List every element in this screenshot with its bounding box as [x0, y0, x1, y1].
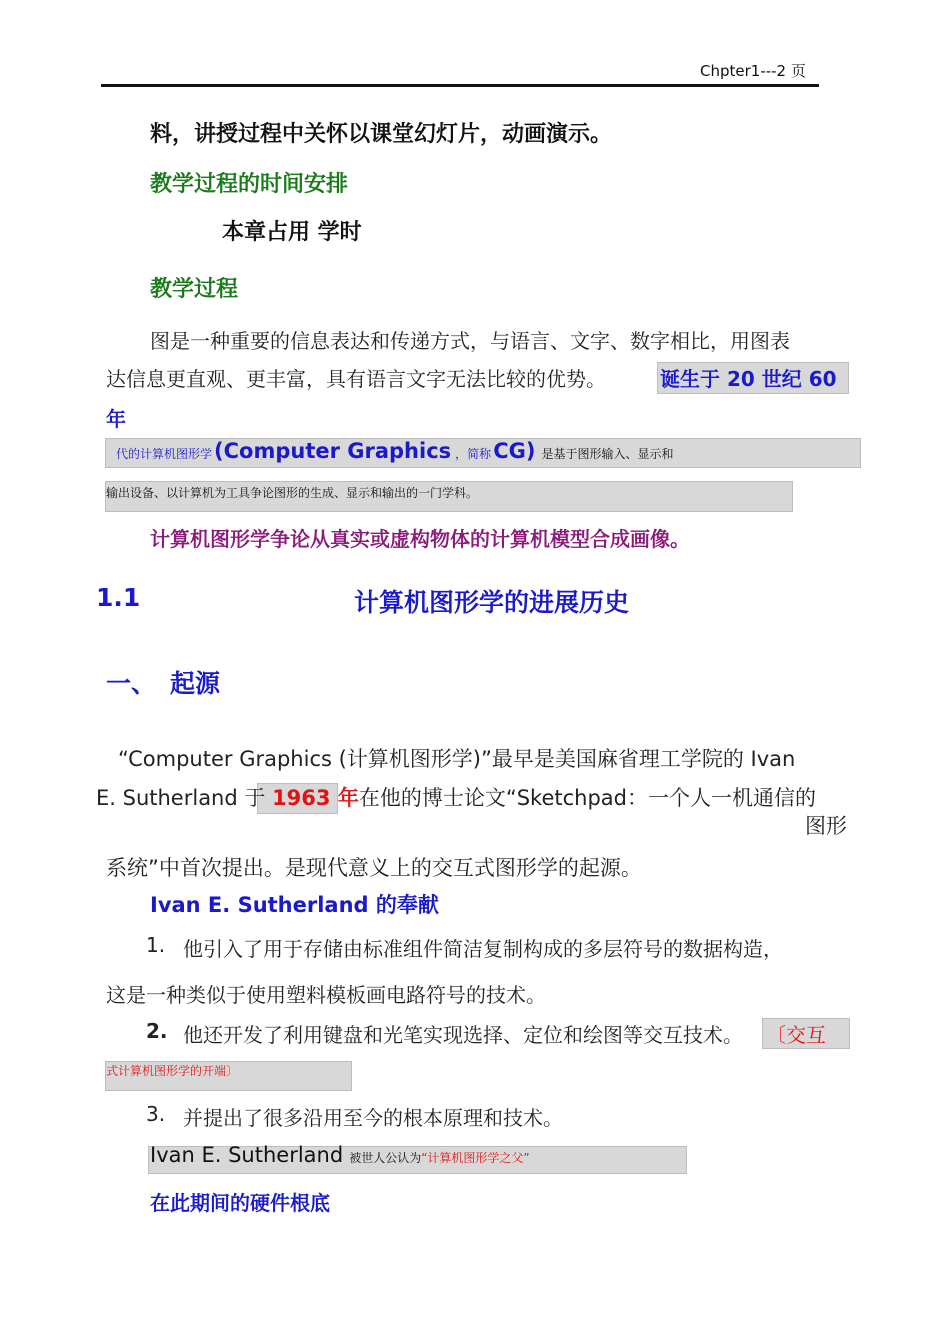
cg-definition-cont: 输出设备、以计算机为工具争论图形的生成、显示和输出的一门学科。 — [106, 486, 479, 500]
list-item-text: 他引入了用于存储由标准组件简洁复制构成的多层符号的数据构造， — [183, 937, 783, 961]
list-item-text: 并提出了很多沿用至今的根本原理和技术。 — [183, 1106, 563, 1130]
chapter-hours: 本章占用 学时 — [222, 220, 362, 245]
father-statement — [150, 1143, 530, 1167]
header-rule — [101, 84, 819, 87]
father-text: 被世人公认为 — [349, 1151, 422, 1165]
list-item-text: 他还开发了利用键盘和光笔实现选择、定位和绘图等交互技术。 — [183, 1023, 743, 1047]
list-item-text: 这是一种类似于使用塑料模板画电路符号的技术。 — [106, 983, 546, 1007]
cg-small-text: ，简称 — [455, 447, 492, 461]
heading-teaching-process: 教学过程 — [150, 277, 239, 302]
origin-text: E. Sutherland 于 — [96, 786, 273, 810]
subsection-title: 起源 — [170, 669, 221, 698]
section-number: 1.1 — [96, 583, 141, 612]
cg-abbreviation: CG) — [493, 439, 536, 463]
cg-small-text: 是基于图形输入、显示和 — [541, 447, 674, 461]
list-item-number: 1. — [146, 933, 166, 957]
origin-line: 系统”中首次提出。是现代意义上的交互式图形学的起源。 — [106, 856, 642, 880]
list-item-number: 2. — [146, 1019, 168, 1043]
cg-english-name: (Computer Graphics — [214, 439, 452, 463]
highlight-text: 年 — [106, 407, 126, 431]
origin-year: 1963 年 — [272, 786, 359, 810]
purple-statement: 计算机图形学争论从真实或虚构物体的计算机模型合成画像。 — [150, 527, 690, 551]
father-quote: “计算机图形学之父” — [421, 1151, 530, 1165]
section-title: 计算机图形学的进展历史 — [354, 588, 630, 617]
contribution-heading: Ivan E. Sutherland 的奉献 — [150, 893, 439, 917]
origin-line — [96, 782, 816, 812]
hardware-heading: 在此期间的硬件根底 — [150, 1191, 330, 1215]
intro-line: 料，讲授过程中关怀以课堂幻灯片，动画演示。 — [150, 122, 613, 147]
highlight-text: 〔交互 — [766, 1023, 826, 1047]
origin-text: 在他的博士论文“Sketchpad：一个人一机通信的 — [358, 786, 816, 810]
subsection-number: 一、 — [106, 669, 157, 698]
paragraph-line: 图是一种重要的信息表达和传递方式，与语言、文字、数字相比，用图表 — [150, 329, 790, 353]
father-name: Ivan E. Sutherland — [150, 1143, 344, 1167]
highlight-text: 式计算机图形学的开端〕 — [106, 1064, 239, 1078]
page-header-label: Chpter1---2 页 — [700, 62, 806, 80]
heading-time-schedule: 教学过程的时间安排 — [150, 172, 349, 197]
origin-line: “Computer Graphics (计算机图形学)”最早是美国麻省理工学院的 Ivan — [118, 747, 796, 771]
cg-definition-line — [116, 439, 673, 467]
cg-small-text: 代的计算机图形学 — [116, 447, 213, 461]
origin-line: 图形 — [805, 814, 847, 838]
highlight-text: 诞生于 20 世纪 60 — [660, 367, 837, 391]
list-item-number: 3. — [146, 1102, 166, 1126]
paragraph-line: 达信息更直观、更丰富，具有语言文字无法比较的优势。 — [106, 367, 606, 391]
